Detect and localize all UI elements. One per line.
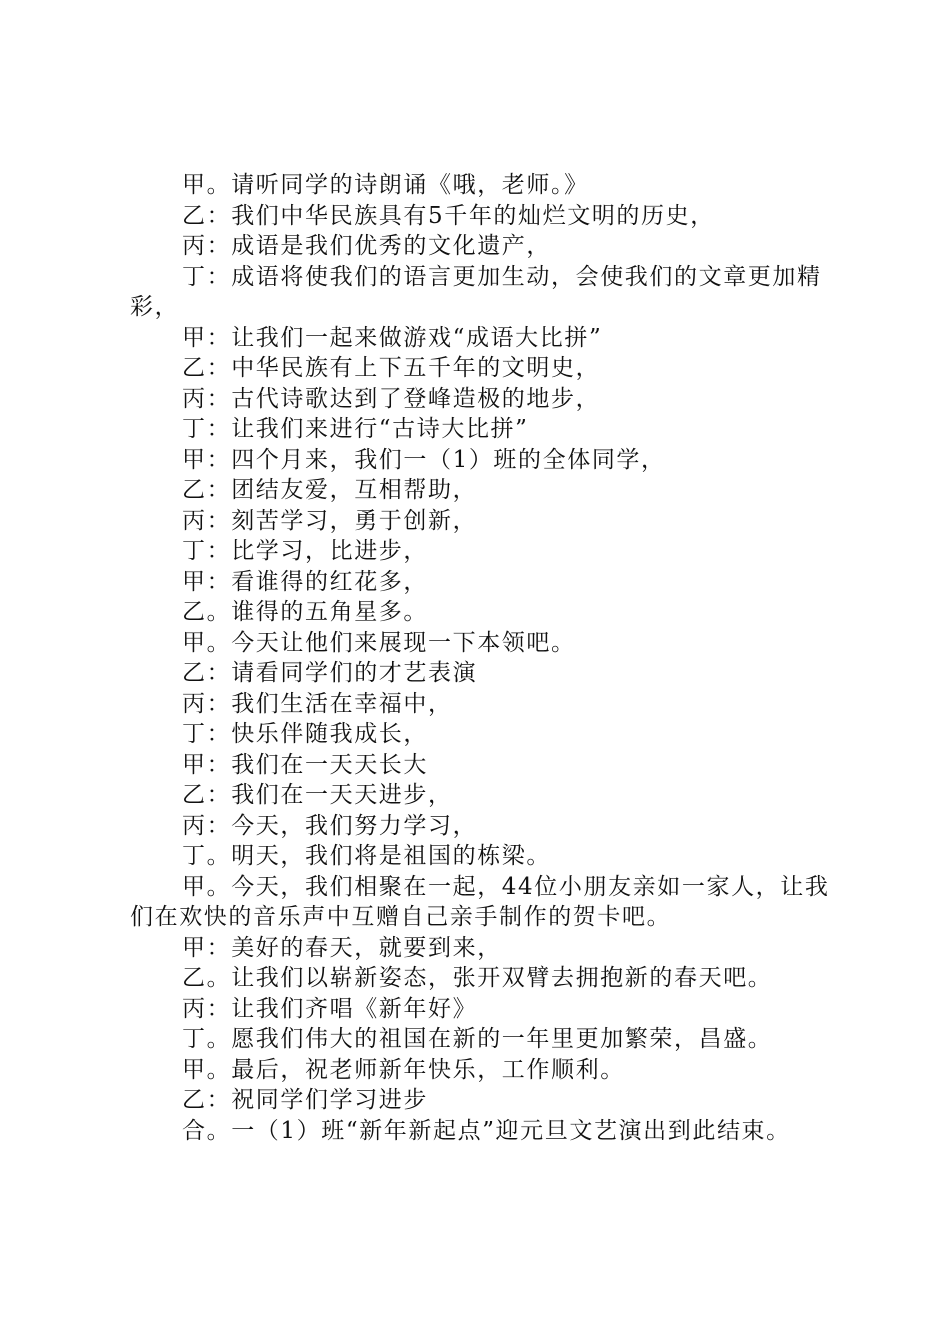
paragraph: 乙：中华民族有上下五千年的文明史，	[182, 355, 601, 381]
paragraph: 甲：四个月来，我们一（1）班的全体同学，	[182, 446, 666, 473]
paragraph: 甲：看谁得的红花多，	[182, 568, 428, 595]
paragraph: 乙。谁得的五角星多。	[182, 599, 428, 625]
paragraph: 丁：比学习，比进步，	[182, 538, 428, 564]
paragraph: 甲。今天，我们相聚在一起，44位小朋友亲如一家人，让我们在欢快的音乐声中互赠自己亲手制作的贺卡吧。	[130, 873, 830, 930]
paragraph: 丙：刻苦学习，勇于创新，	[182, 507, 478, 534]
paragraph: 甲。今天让他们来展现一下本领吧。	[182, 629, 576, 656]
paragraph: 乙：我们在一天天进步，	[182, 782, 453, 808]
paragraph: 丙：今天，我们努力学习，	[182, 812, 478, 839]
paragraph: 乙：我们中华民族具有5千年的灿烂文明的历史，	[182, 202, 715, 229]
paragraph: 丙：成语是我们优秀的文化遗产，	[182, 233, 551, 259]
paragraph: 甲：美好的春天，就要到来，	[182, 934, 502, 961]
paragraph: 合。一（1）班“新年新起点”迎元旦文艺演出到此结束。	[182, 1117, 791, 1144]
paragraph: 甲。最后，祝老师新年快乐，工作顺利。	[182, 1056, 625, 1083]
paragraph: 甲。请听同学的诗朗诵《哦，老师。》	[182, 172, 589, 198]
paragraph: 丙：让我们齐唱《新年好》	[182, 995, 478, 1022]
paragraph: 甲：让我们一起来做游戏“成语大比拼”	[182, 324, 603, 351]
paragraph: 乙：团结友爱，互相帮助，	[182, 477, 478, 503]
paragraph: 乙。让我们以崭新姿态，张开双臂去拥抱新的春天吧。	[182, 965, 773, 991]
paragraph: 丁。明天，我们将是祖国的栋梁。	[182, 843, 551, 869]
document-body	[130, 170, 832, 1146]
paragraph: 丁：让我们来进行“古诗大比拼”	[182, 416, 529, 442]
paragraph: 丙：古代诗歌达到了登峰造极的地步，	[182, 385, 601, 412]
paragraph: 乙：祝同学们学习进步	[182, 1087, 428, 1113]
paragraph: 丁：成语将使我们的语言更加生动，会使我们的文章更加精彩，	[130, 263, 822, 320]
paragraph: 丁。愿我们伟大的祖国在新的一年里更加繁荣，昌盛。	[182, 1026, 773, 1052]
paragraph: 丁：快乐伴随我成长，	[182, 721, 428, 747]
paragraph: 甲：我们在一天天长大	[182, 751, 428, 778]
paragraph: 乙：请看同学们的才艺表演	[182, 660, 478, 686]
paragraph: 丙：我们生活在幸福中，	[182, 690, 453, 717]
